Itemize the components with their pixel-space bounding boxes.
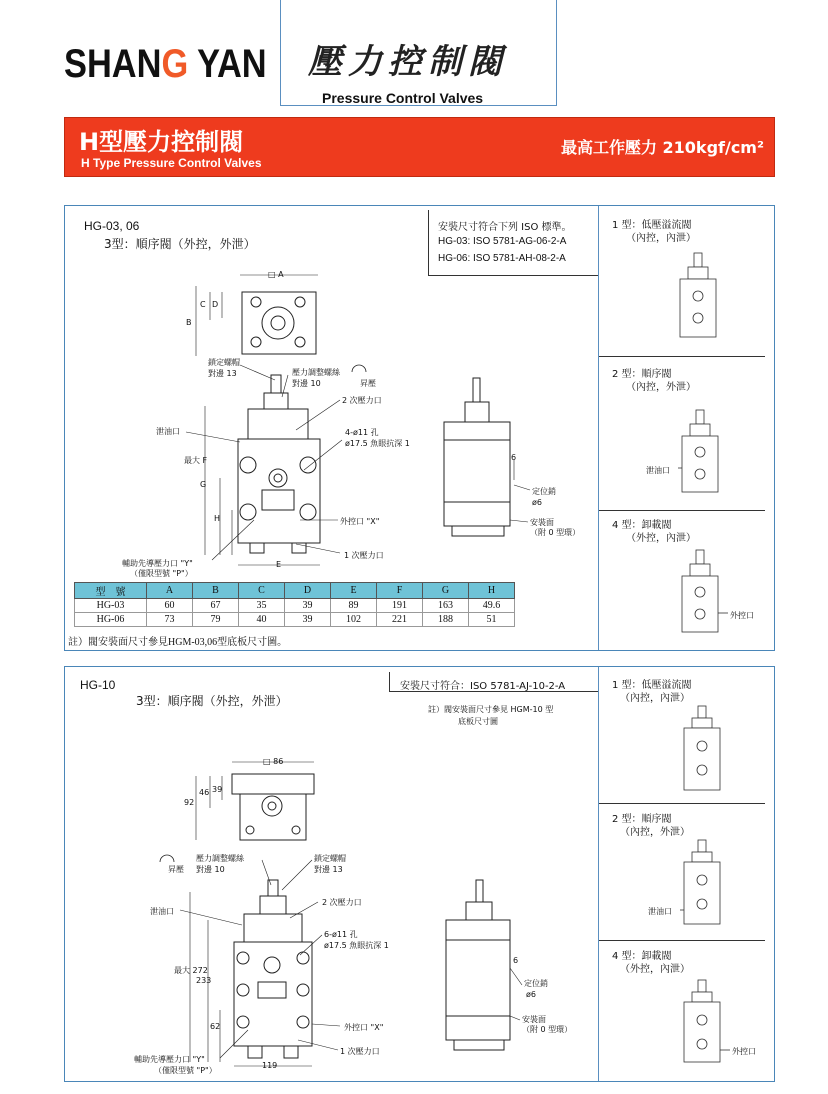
table-cell: 49.6 [469, 599, 515, 613]
mount-face-label-2: 安裝面 [522, 1015, 546, 1024]
dim-d: D [212, 300, 219, 309]
holes-label: 4-ø11 孔 [345, 428, 379, 437]
table-cell: 191 [377, 599, 423, 613]
adjust-screw-size-2: 對邊 10 [196, 865, 225, 874]
dim-272: 最大 272 [174, 966, 208, 975]
table-cell: 67 [193, 599, 239, 613]
table-cell: 102 [331, 613, 377, 627]
p2-type2-title: 2 型：順序閥 [612, 814, 672, 825]
model-name: HG-03, 06 [84, 219, 140, 233]
table-cell: 51 [469, 613, 515, 627]
iso-line-2: HG-06: ISO 5781-AH-08-2-A [438, 253, 566, 264]
holes-depth-label: ø17.5 魚眼抗深 1 [345, 439, 410, 448]
lock-nut-label: 鎖定螺帽 [208, 358, 240, 367]
primary-port-label-2: 1 次壓力口 [340, 1047, 380, 1056]
drain-port-label: 泄油口 [156, 427, 180, 436]
table-header: D [285, 583, 331, 599]
table-cell: 35 [239, 599, 285, 613]
table-cell: 221 [377, 613, 423, 627]
p2-type4-sub: （外控，內泄） [620, 964, 690, 975]
p2-type4-title: 4 型：卸載閥 [612, 951, 672, 962]
table-cell: 39 [285, 613, 331, 627]
note-2-line2: 底板尺寸圖 [458, 717, 498, 726]
pilot-port-note: （僅限型號 "P"） [130, 569, 193, 578]
pilot-port-label: 輔助先導壓力口 "Y" [122, 559, 193, 568]
dim-f: 最大 F [184, 456, 208, 465]
dim-6-2: 6 [513, 956, 519, 965]
p2-type2-sub: （內控，外泄） [620, 827, 690, 838]
page-title-cn: 壓力控制閥 [308, 42, 508, 82]
primary-port-label: 1 次壓力口 [344, 551, 384, 560]
oring-label-2: （附 0 型環） [522, 1025, 573, 1034]
table-cell: 188 [423, 613, 469, 627]
table-cell: 39 [285, 599, 331, 613]
mount-face-label: 安裝面 [530, 518, 554, 527]
banner-title-cn: H型壓力控制閥 [79, 128, 244, 156]
table-header: F [377, 583, 423, 599]
type1-sub: （內控，內泄） [626, 233, 696, 244]
type1-title: 1 型：低壓溢流閥 [612, 220, 692, 231]
table-header: B [193, 583, 239, 599]
dim-h: H [214, 514, 221, 523]
iso-title-2: 安裝尺寸符合：ISO 5781-AJ-10-2-A [400, 681, 566, 692]
table-cell: 73 [147, 613, 193, 627]
secondary-port-label: 2 次壓力口 [342, 396, 382, 405]
dim-62: 62 [210, 1022, 221, 1031]
max-pressure: 最高工作壓力 210kgf/cm² [560, 138, 764, 157]
iso-title: 安裝尺寸符合下列 ISO 標準。 [438, 222, 572, 233]
dim-86: □ 86 [263, 757, 284, 766]
adjust-screw-label-2: 壓力調整螺絲 [196, 854, 244, 863]
model-subtitle-2: 3型：順序閥（外控，外泄） [136, 694, 288, 708]
lock-nut-label-2: 鎖定螺帽 [314, 854, 346, 863]
pilot-port-note-2: （僅限型號 "P"） [154, 1066, 217, 1075]
pin-dia-label: ø6 [532, 498, 542, 507]
dim-e: E [276, 560, 282, 569]
table-note: 註）閥安裝面尺寸參見HGM-03,06型底板尺寸圖。 [68, 637, 288, 648]
table-cell: 60 [147, 599, 193, 613]
model-subtitle: 3型：順序閥（外控，外泄） [104, 237, 256, 251]
table-cell: 89 [331, 599, 377, 613]
p2-type4-port: 外控口 [732, 1047, 756, 1056]
dim-b: B [186, 318, 192, 327]
banner-title-en: H Type Pressure Control Valves [81, 156, 262, 170]
dim-g: G [200, 480, 207, 489]
dim-39: 39 [212, 785, 223, 794]
ext-port-label: 外控口 "X" [340, 517, 380, 526]
p2-type2-port: 泄油口 [648, 907, 672, 916]
type4-title: 4 型：卸載閥 [612, 520, 672, 531]
table-header: G [423, 583, 469, 599]
dim-119: 119 [262, 1061, 278, 1070]
oring-label: （附 0 型環） [530, 528, 581, 537]
dim-a: □ A [268, 270, 284, 279]
adjust-screw-size: 對邊 10 [292, 379, 321, 388]
table-header: A [147, 583, 193, 599]
page-title-en: Pressure Control Valves [322, 90, 484, 106]
locating-pin-label-2: 定位銷 [524, 979, 548, 988]
pin-dia-label-2: ø6 [526, 990, 536, 999]
table-cell: 79 [193, 613, 239, 627]
dim-233: 233 [196, 976, 212, 985]
holes-depth-label-2: ø17.5 魚眼抗深 1 [324, 941, 389, 950]
brand-logo: SHANG YAN [64, 42, 267, 86]
dim-6: 6 [511, 453, 517, 462]
pressure-up-label: 昇壓 [360, 379, 376, 388]
pressure-up-label-2: 昇壓 [168, 865, 184, 874]
secondary-port-label-2: 2 次壓力口 [322, 898, 362, 907]
table-header: H [469, 583, 515, 599]
ext-port-label-2: 外控口 "X" [344, 1023, 384, 1032]
table-header: 型 號 [75, 583, 147, 599]
lock-nut-size: 對邊 13 [208, 369, 237, 378]
dim-c: C [200, 300, 206, 309]
table-cell: HG-06 [75, 613, 147, 627]
p2-type1-title: 1 型：低壓溢流閥 [612, 680, 692, 691]
table-cell: 163 [423, 599, 469, 613]
table-header: C [239, 583, 285, 599]
table-cell: 40 [239, 613, 285, 627]
holes-label-2: 6-ø11 孔 [324, 930, 358, 939]
locating-pin-label: 定位銷 [532, 487, 556, 496]
type2-port: 泄油口 [646, 466, 670, 475]
type2-sub: （內控，外泄） [626, 382, 696, 393]
note-2-line1: 註）閥安裝面尺寸參見 HGM-10 型 [428, 705, 554, 714]
table-cell: HG-03 [75, 599, 147, 613]
type4-sub: （外控，內泄） [626, 533, 696, 544]
p2-type1-sub: （內控，內泄） [620, 693, 690, 704]
type2-title: 2 型：順序閥 [612, 369, 672, 380]
dim-46: 46 [199, 788, 210, 797]
table-header: E [331, 583, 377, 599]
iso-line-1: HG-03: ISO 5781-AG-06-2-A [438, 236, 567, 247]
drain-port-label-2: 泄油口 [150, 907, 174, 916]
pilot-port-label-2: 輔助先導壓力口 "Y" [134, 1055, 205, 1064]
lock-nut-size-2: 對邊 13 [314, 865, 343, 874]
model-name-2: HG-10 [80, 678, 116, 692]
adjust-screw-label: 壓力調整螺絲 [292, 368, 340, 377]
type4-port: 外控口 [730, 611, 754, 620]
dim-92: 92 [184, 798, 195, 807]
